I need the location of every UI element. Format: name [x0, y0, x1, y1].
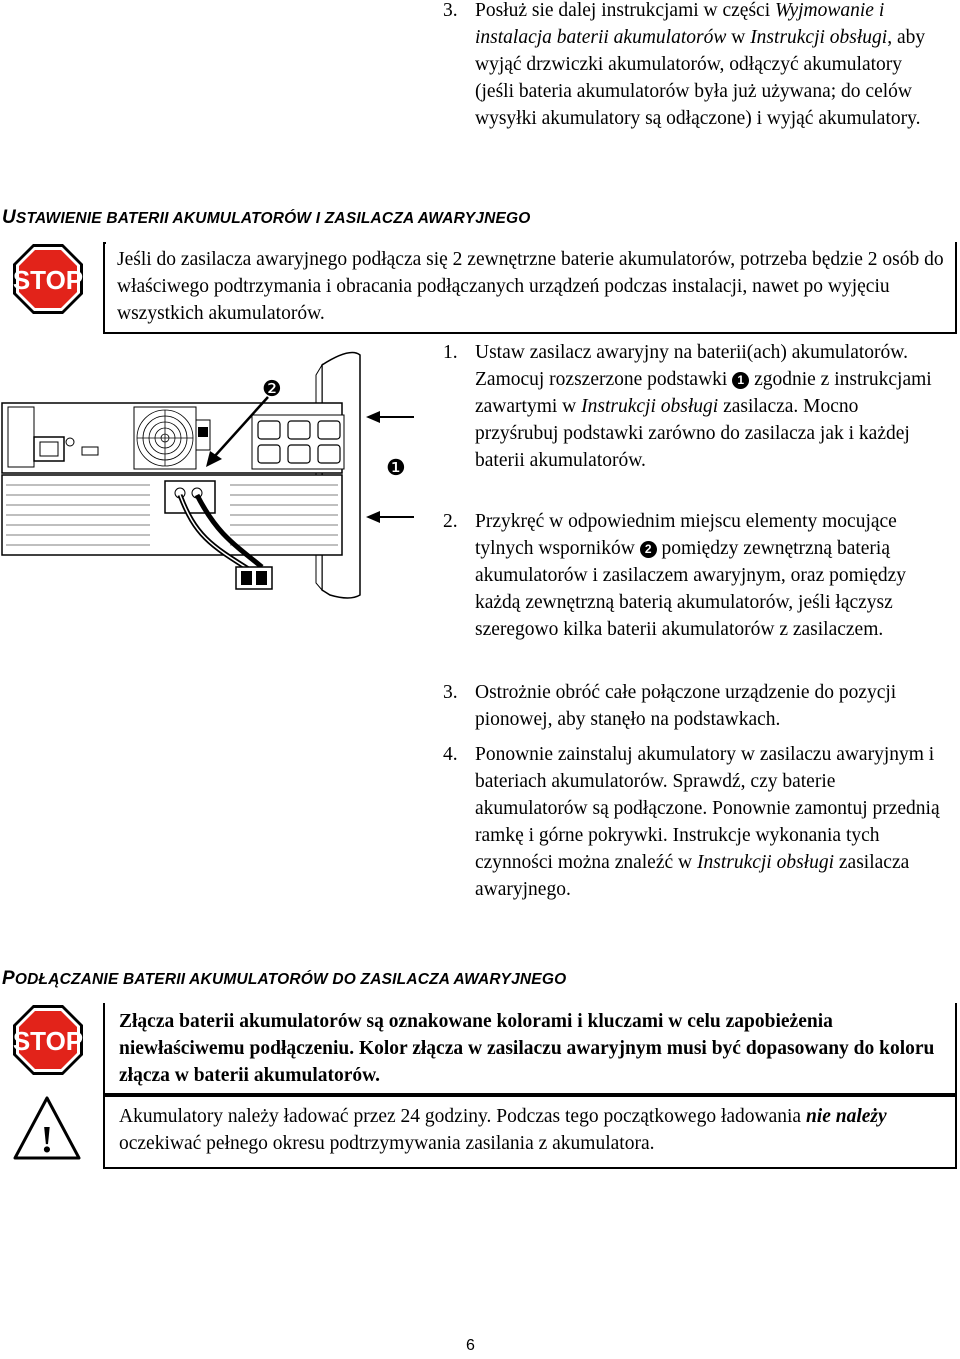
stop-label: STOP [12, 1026, 84, 1056]
callout-1-marker: ❶ [386, 456, 406, 481]
stop-sign-icon [12, 1004, 84, 1076]
ups-rear-panel-illustration [0, 345, 420, 615]
callout-2-icon: 2 [640, 541, 657, 558]
warning-box-two-people: Jeśli do zasilacza awaryjnego podłącza się 2 zewnętrzne baterie akumulatorów, potrzeba będzie 2 osób do właściwego podtrzymania i obracania podłączanych urządzeń podczas instalacji, nawet po wyjęciu wszystkich akumulatorów. [103, 242, 957, 334]
step-text: Posłuż sie dalej instrukcjami w części Wyjmowanie i instalacja baterii akumulatorów w Instrukcji obsługi, aby wyjąć drzwiczki akumulatorów, odłączyć akumulatory (jeśli bateria akumulatorów była już używana; do celów wysyłki akumulatory są odłączone) i wyjąć akumulatory. [475, 0, 926, 129]
stop-label: STOP [12, 265, 84, 295]
svg-text:!: ! [40, 1119, 54, 1161]
callout-1-icon: 1 [732, 372, 749, 389]
caution-box-charging: Akumulatory należy ładować przez 24 godziny. Podczas tego początkowego ładowania nie należy oczekiwać pełnego okresu podtrzymywania zasilania z akumulatora. [103, 1095, 957, 1169]
caution-triangle-icon [12, 1094, 82, 1164]
section-heading-ustawienie: USTAWIENIE BATERII AKUMULATORÓW I ZASILACZA AWARYJNEGO [2, 207, 531, 228]
section-heading-podlaczanie: PODŁĄCZANIE BATERII AKUMULATORÓW DO ZASILACZA AWARYJNEGO [2, 968, 567, 989]
step-number: 3. [443, 0, 458, 21]
callout-2-marker: ❷ [262, 377, 282, 402]
page-number: 6 [466, 1337, 475, 1354]
stop-sign-icon [12, 243, 84, 315]
warning-box-connectors: Złącza baterii akumulatorów są oznakowane kolorami i kluczami w celu zapobieżenia niewłaściwemu podłączeniu. Kolor złącza w zasilaczu awaryjnym musi być dopasowany do koloru złącza w baterii akumulatorów. [103, 1003, 957, 1095]
